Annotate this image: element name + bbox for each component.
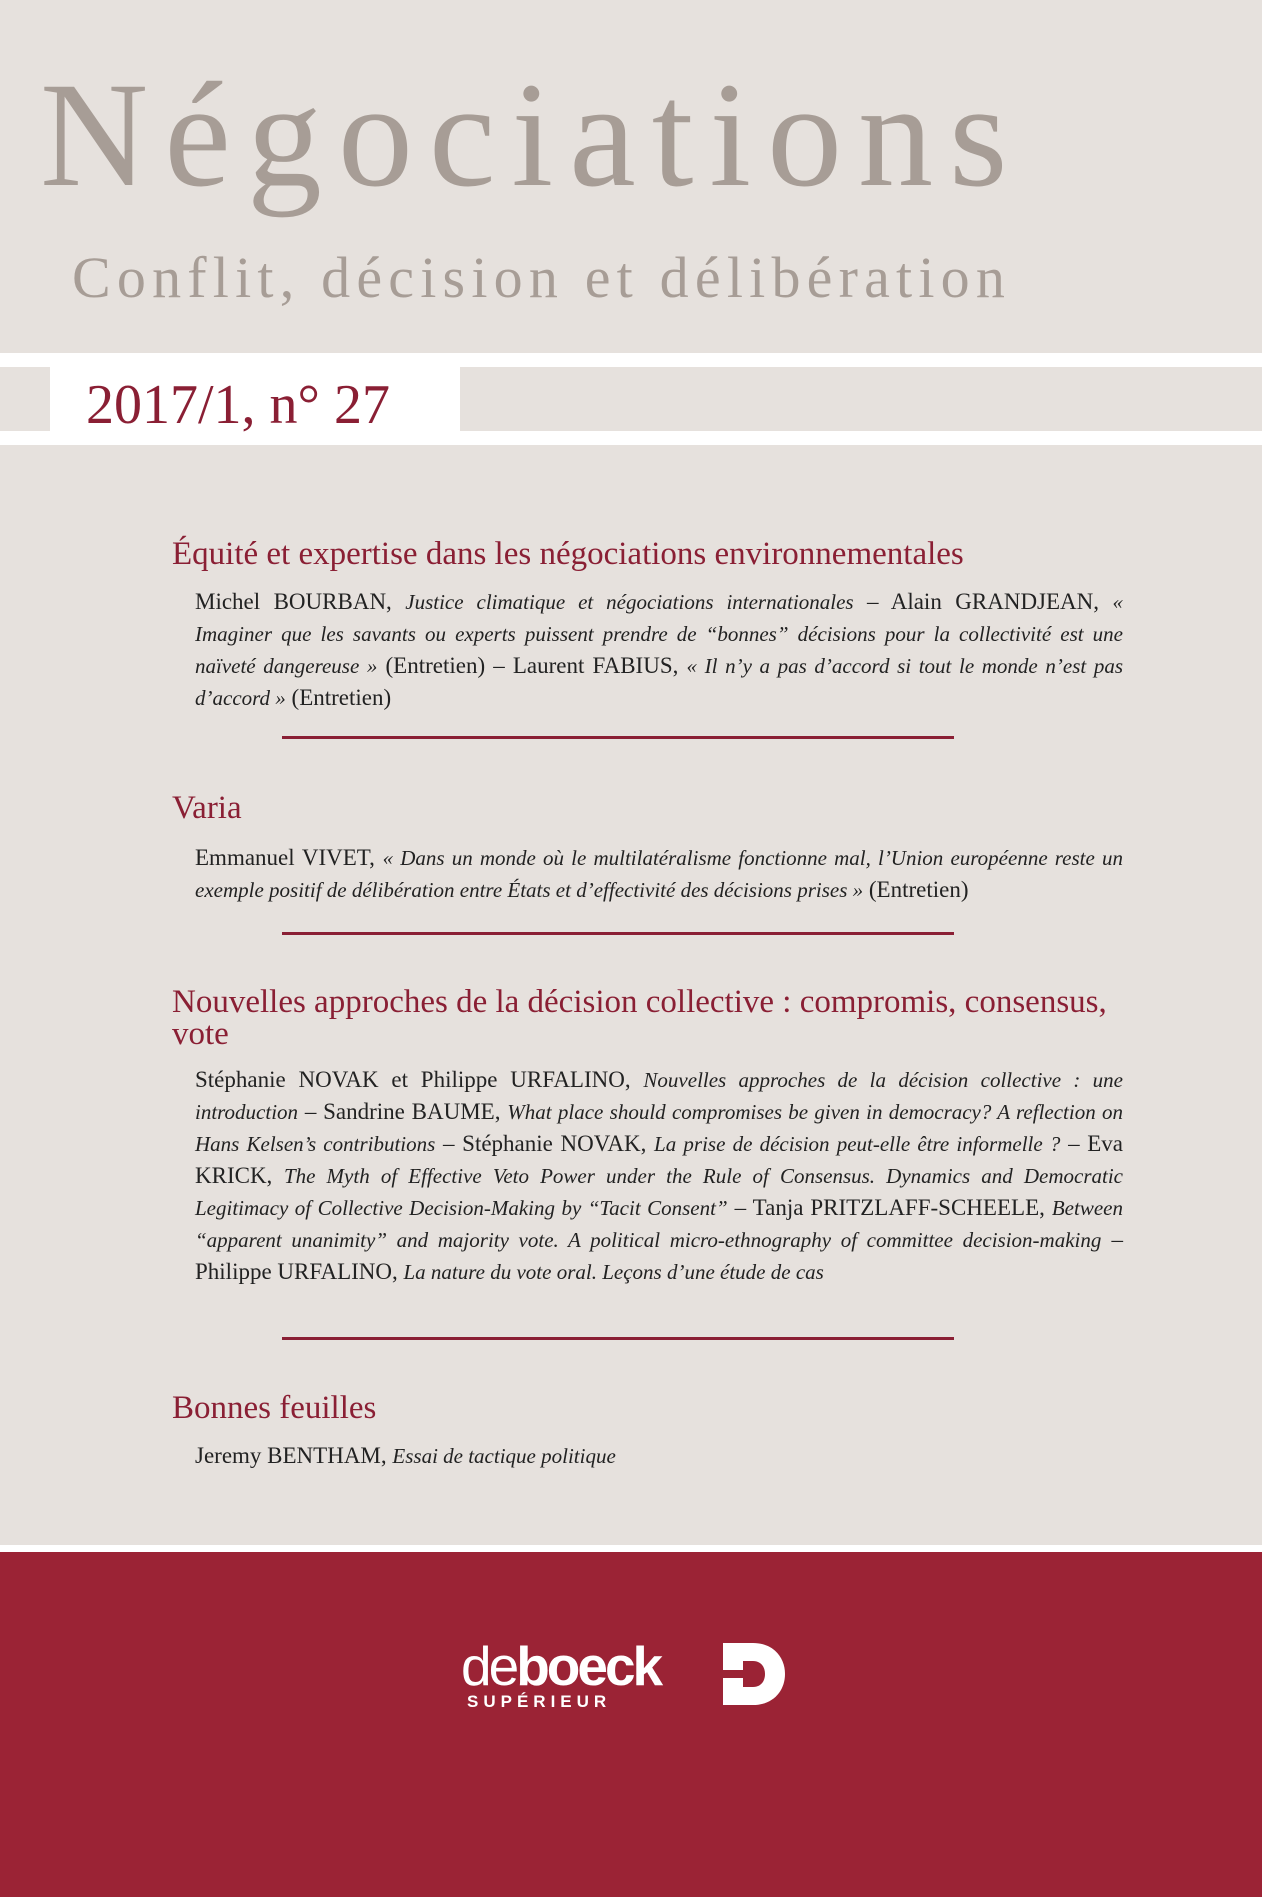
publisher-footer [0, 1552, 1262, 1897]
journal-title: Négociations [40, 52, 1024, 218]
issue-number: 2017/1, n° 27 [86, 374, 390, 436]
publisher-logo [461, 1635, 801, 1715]
journal-subtitle: Conflit, décision et délibération [72, 245, 1012, 310]
section-contents: Emmanuel VIVET, « Dans un monde où le multilatéralisme fonctionne mal, l’Union européenne reste un exemple positif de délibération entre États et d’effectivité des décisions prises » (Entretien) [195, 845, 1123, 902]
publisher-wordmark [461, 1635, 660, 1697]
publisher-wordmark-sub: SUPÉRIEUR [467, 1692, 612, 1711]
deboeck-b-logo-icon [719, 1639, 789, 1709]
issue-band-left-block [0, 367, 50, 431]
publisher-wordmark-light: de [461, 1635, 517, 1697]
section-divider [282, 932, 954, 935]
section-title: Équité et expertise dans les négociations environnementales [172, 536, 964, 572]
section-contents: Stéphanie NOVAK et Philippe URFALINO, Nouvelles approches de la décision collective : une introduction – Sandrine BAUME, What place should compromises be given in democracy? A reflection on Hans Kelsen’s contributions – Stéphanie NOVAK, La prise de décision peut-elle être informelle ? – Eva KRICK, The Myth of Effective Veto Power under the Rule of Consensus. Dynamics and Democratic Legitimacy of Collective Decision-Making by “Tacit Consent” – Tanja PRITZLAFF-SCHEELE, Between “apparent unanimity” and majority vote. A political micro-ethnography of committee decision-making – Philippe URFALINO, La nature du vote oral. Leçons d’une étude de cas [195, 1067, 1124, 1284]
publisher-wordmark-bold: boeck [516, 1635, 661, 1697]
section-title: Bonnes feuilles [172, 1390, 377, 1426]
section-divider [282, 736, 954, 739]
section-title: Varia [172, 790, 242, 826]
section-title: Nouvelles approches de la décision collective : compromis, consensus, vote [172, 984, 1107, 1052]
issue-band-right-block [460, 367, 1262, 431]
section-divider [282, 1337, 954, 1340]
section-contents: Michel BOURBAN, Justice climatique et négociations internationales – Alain GRANDJEAN, « Imaginer que les savants ou experts puissent prendre de “bonnes” décisions pour la collectivité est une naïveté dangereuse » (Entretien) – Laurent FABIUS, « Il n’y a pas d’accord si tout le monde n’est pas d’accord » (Entretien) [195, 589, 1123, 710]
section-contents: Jeremy BENTHAM, Essai de tactique politique [195, 1443, 616, 1468]
